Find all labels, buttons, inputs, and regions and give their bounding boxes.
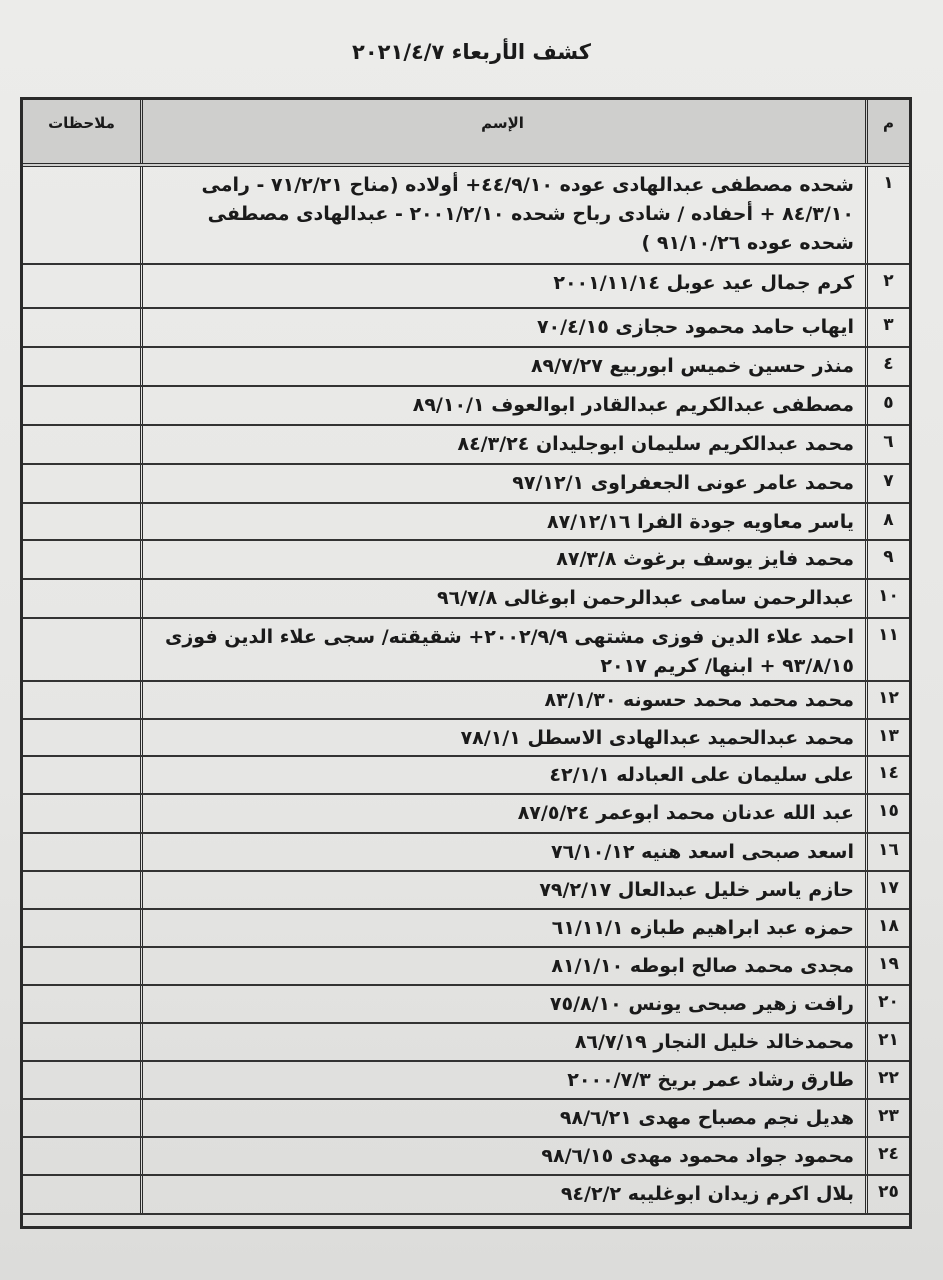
- row-notes: [23, 1176, 140, 1213]
- row-notes: [23, 948, 140, 984]
- table-row: [23, 167, 909, 265]
- row-notes: [23, 757, 140, 793]
- row-number: ١٧: [865, 872, 909, 908]
- table-header: [23, 100, 909, 167]
- row-name: محمد محمد محمد حسونه ٨٣/١/٣٠: [140, 682, 862, 718]
- row-notes: [23, 167, 140, 263]
- row-name: محمد عبدالحميد عبدالهادى الاسطل ٧٨/١/١: [140, 720, 862, 755]
- row-number: ١٩: [865, 948, 909, 984]
- table-row: [23, 348, 909, 387]
- row-name: عبدالرحمن سامى عبدالرحمن ابوغالى ٩٦/٧/٨: [140, 580, 862, 617]
- row-name: مصطفى عبدالكريم عبدالقادر ابوالعوف ٨٩/١٠/١: [140, 387, 862, 424]
- header-number: م: [865, 100, 909, 163]
- row-notes: [23, 348, 140, 385]
- table-row: [23, 1100, 909, 1138]
- table-row: [23, 948, 909, 986]
- table-row: [23, 757, 909, 795]
- row-name: ايهاب حامد محمود حجازى ٧٠/٤/١٥: [140, 309, 862, 346]
- row-notes: [23, 619, 140, 680]
- row-notes: [23, 387, 140, 424]
- row-name: على سليمان على العبادله ٤٢/١/١: [140, 757, 862, 793]
- row-name: كرم جمال عيد عوبل ٢٠٠١/١١/١٤: [140, 265, 862, 307]
- row-number: ٢٣: [865, 1100, 909, 1136]
- table-row: [23, 1138, 909, 1176]
- table-row: [23, 465, 909, 504]
- row-number: ٥: [865, 387, 909, 424]
- row-name: منذر حسين خميس ابوربيع ٨٩/٧/٢٧: [140, 348, 862, 385]
- table-row: [23, 795, 909, 834]
- table-row: [23, 504, 909, 541]
- row-notes: [23, 682, 140, 718]
- table-row: [23, 387, 909, 426]
- table-row: [23, 619, 909, 682]
- row-number: ٢٥: [865, 1176, 909, 1213]
- row-notes: [23, 309, 140, 346]
- row-number: ٢٤: [865, 1138, 909, 1174]
- row-notes: [23, 1100, 140, 1136]
- row-notes: [23, 426, 140, 463]
- row-number: ٧: [865, 465, 909, 502]
- row-number: ٢٢: [865, 1062, 909, 1098]
- row-notes: [23, 580, 140, 617]
- row-notes: [23, 720, 140, 755]
- row-notes: [23, 541, 140, 578]
- row-notes: [23, 1062, 140, 1098]
- table-row: [23, 720, 909, 757]
- row-name: محمد فايز يوسف برغوث ٨٧/٣/٨: [140, 541, 862, 578]
- table-row: [23, 986, 909, 1024]
- row-number: ٢: [865, 265, 909, 307]
- row-name: عبد الله عدنان محمد ابوعمر ٨٧/٥/٢٤: [140, 795, 862, 832]
- row-name: رافت زهير صبحى يونس ٧٥/٨/١٠: [140, 986, 862, 1022]
- row-number: ١٣: [865, 720, 909, 755]
- table-row: [23, 426, 909, 465]
- row-number: ٢٠: [865, 986, 909, 1022]
- row-name: هديل نجم مصباح مهدى ٩٨/٦/٢١: [140, 1100, 862, 1136]
- page-title: كشف الأربعاء ٢٠٢١/٤/٧: [352, 40, 591, 64]
- row-number: ٩: [865, 541, 909, 578]
- row-notes: [23, 504, 140, 539]
- row-name: اسعد صبحى اسعد هنيه ٧٦/١٠/١٢: [140, 834, 862, 870]
- row-number: ١: [865, 167, 909, 263]
- table-row: [23, 265, 909, 309]
- row-name: محمدخالد خليل النجار ٨٦/٧/١٩: [140, 1024, 862, 1060]
- row-number: ١١: [865, 619, 909, 680]
- table-row: [23, 309, 909, 348]
- row-name: محمد عامر عونى الجعفراوى ٩٧/١٢/١: [140, 465, 862, 502]
- row-name: ياسر معاويه جودة الفرا ٨٧/١٢/١٦: [140, 504, 862, 539]
- row-notes: [23, 1024, 140, 1060]
- row-number: ١٦: [865, 834, 909, 870]
- row-number: ١٠: [865, 580, 909, 617]
- row-name: حازم ياسر خليل عبدالعال ٧٩/٢/١٧: [140, 872, 862, 908]
- table-row: [23, 910, 909, 948]
- header-name: الإسم: [140, 100, 862, 163]
- table-row: [23, 1024, 909, 1062]
- row-number: ٢١: [865, 1024, 909, 1060]
- row-number: ٣: [865, 309, 909, 346]
- table-row: [23, 580, 909, 619]
- row-number: ٤: [865, 348, 909, 385]
- header-notes: ملاحظات: [48, 114, 115, 132]
- table-row: [23, 682, 909, 720]
- row-name: شحده مصطفى عبدالهادى عوده ٤٤/٩/١٠+ أولاده (مناح ٧١/٢/٢١ - رامى ٨٤/٣/١٠ + أحفاده / شادى رباح شحده ٢٠٠١/٢/١٠ - عبدالهادى مصطفى شحده عوده ٩١/١٠/٢٦ ): [140, 167, 862, 263]
- row-name: مجدى محمد صالح ابوطه ٨١/١/١٠: [140, 948, 862, 984]
- row-number: ١٤: [865, 757, 909, 793]
- row-notes: [23, 872, 140, 908]
- table-row: [23, 1176, 909, 1215]
- table-row: [23, 1062, 909, 1100]
- row-notes: [23, 986, 140, 1022]
- row-number: ١٨: [865, 910, 909, 946]
- row-number: ٨: [865, 504, 909, 539]
- row-number: ١٥: [865, 795, 909, 832]
- row-notes: [23, 265, 140, 307]
- row-name: احمد علاء الدين فوزى مشتهى ٢٠٠٢/٩/٩+ شقيقته/ سجى علاء الدين فوزى ٩٣/٨/١٥ + ابنها/ كريم ٢٠١٧: [140, 619, 862, 680]
- names-table: [20, 97, 912, 1229]
- row-number: ١٢: [865, 682, 909, 718]
- row-name: محمد عبدالكريم سليمان ابوجليدان ٨٤/٣/٢٤: [140, 426, 862, 463]
- table-body: [23, 167, 909, 1215]
- table-row: [23, 541, 909, 580]
- table-row: [23, 834, 909, 872]
- row-notes: [23, 465, 140, 502]
- row-number: ٦: [865, 426, 909, 463]
- row-notes: [23, 795, 140, 832]
- row-notes: [23, 834, 140, 870]
- row-name: طارق رشاد عمر بريخ ٢٠٠٠/٧/٣: [140, 1062, 862, 1098]
- row-notes: [23, 910, 140, 946]
- table-row: [23, 872, 909, 910]
- row-name: حمزه عبد ابراهيم طبازه ٦١/١١/١: [140, 910, 862, 946]
- row-name: محمود جواد محمود مهدى ٩٨/٦/١٥: [140, 1138, 862, 1174]
- row-name: بلال اكرم زيدان ابوغليبه ٩٤/٢/٢: [140, 1176, 862, 1213]
- row-notes: [23, 1138, 140, 1174]
